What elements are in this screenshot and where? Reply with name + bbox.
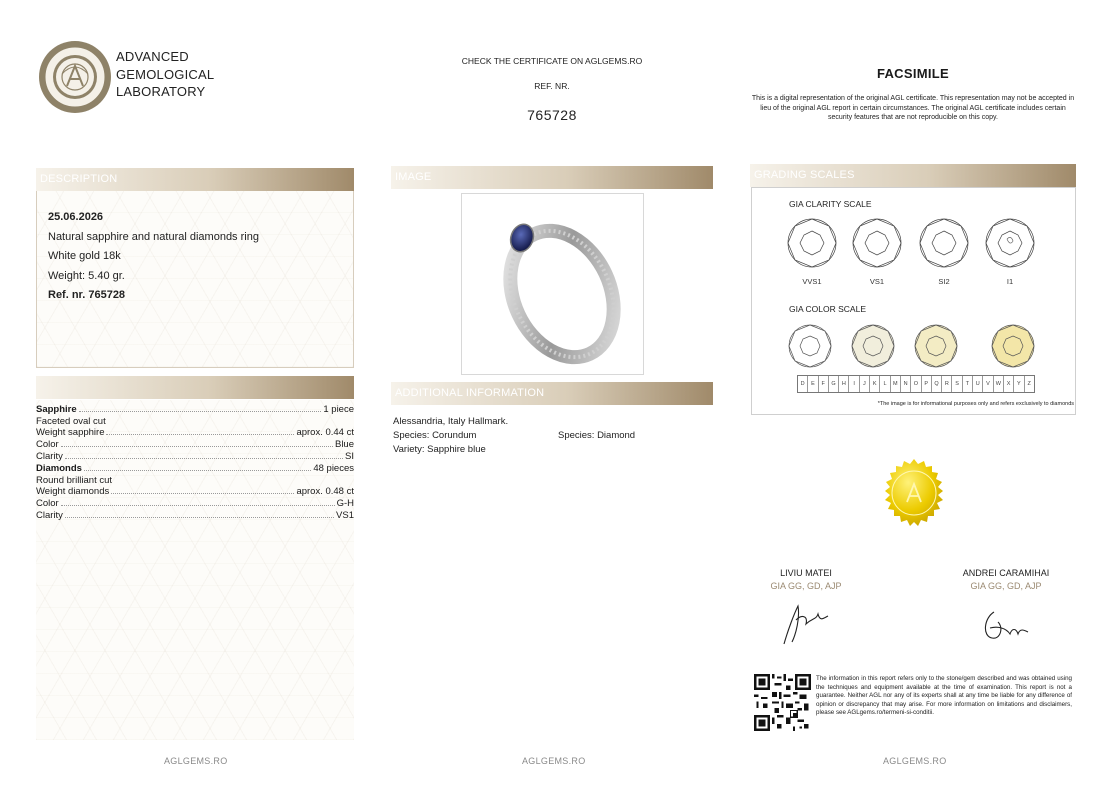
additional-info-header: ADDITIONAL INFORMATION	[391, 382, 713, 405]
dotted-leader	[65, 451, 343, 459]
color-grade-letter: G	[829, 376, 839, 392]
dotted-leader	[61, 439, 333, 447]
lab-name-line-3: LABORATORY	[116, 84, 206, 99]
dotted-leader	[61, 498, 335, 506]
color-grade-letter: F	[819, 376, 829, 392]
stone-row	[36, 510, 354, 522]
stone-row-value: 1 piece	[323, 404, 354, 415]
stone-row-label: Weight sapphire	[36, 427, 105, 439]
lab-name-line-1: ADVANCED	[116, 49, 189, 64]
stone-row-label: Weight diamonds	[36, 486, 110, 498]
stone-row-value: aprox. 0.44 ct	[296, 427, 354, 439]
facsimile-title: FACSIMILE	[876, 66, 950, 81]
stone-row-label: Faceted oval cut	[36, 415, 106, 427]
color-grade-letter: W	[994, 376, 1004, 392]
qr-code-icon	[754, 674, 811, 731]
stone-details-table	[36, 404, 354, 522]
signature-1-name: LIVIU MATEI	[780, 568, 832, 578]
stone-row-label: Sapphire	[36, 404, 77, 415]
stone-row	[36, 463, 354, 475]
signature-2-name: ANDREI CARAMIHAI	[962, 568, 1050, 578]
footer-link-3[interactable]: AGLGEMS.RO	[883, 756, 947, 766]
color-diamond-colorless	[789, 325, 831, 367]
color-grade-letter: X	[1004, 376, 1014, 392]
grading-note: *The image is for informational purposes only and refers exclusively to diamonds	[877, 401, 1074, 407]
color-grade-letter: Z	[1027, 381, 1031, 387]
ref-number-value: 765728	[527, 107, 577, 123]
dotted-leader	[111, 486, 294, 494]
stone-row-value: VS1	[336, 509, 354, 521]
hallmark-text: Alessandria, Italy Hallmark.	[393, 416, 509, 427]
lab-name	[116, 48, 214, 101]
color-grade-letter: T	[963, 376, 973, 392]
clarity-diamonds	[787, 218, 1037, 270]
stone-row-label: Round brilliant cut	[36, 474, 113, 486]
clarity-label-si2: SI2	[938, 277, 950, 286]
stone-row	[36, 451, 354, 463]
color-grade-letter: I	[849, 376, 859, 392]
stone-row-label: Clarity	[36, 509, 63, 521]
grading-scales-header: GRADING SCALES	[750, 164, 1076, 187]
color-diamond-faint	[915, 325, 957, 367]
color-grade-letter: H	[839, 376, 849, 392]
ring-image	[461, 193, 644, 375]
dotted-leader	[65, 510, 334, 518]
color-diamond-light	[992, 325, 1034, 367]
check-certificate-text: CHECK THE CERTIFICATE ON AGLGEMS.RO	[461, 56, 643, 66]
stone-row-value: SI	[345, 450, 354, 462]
description-ref: Ref. nr. 765728	[48, 289, 126, 301]
color-grade-letter: K	[870, 376, 880, 392]
color-grade-letter: U	[973, 376, 983, 392]
disclaimer-text: The information in this report refers only to the stone/gem described and was obtained using the techniques and equipment available at the time of examination. This report is not a guarantee. Neither AGL nor any of its experts shall at any time be liable for any difference of opinion or discrepancy that may arise. For more information on limitations and disclaimers, please see AGLgems.ro/termeni-si-conditii.	[816, 675, 1072, 716]
clarity-diamond-vvs	[788, 219, 836, 267]
color-grade-letter: P	[922, 376, 932, 392]
color-grade-letter: S	[952, 376, 962, 392]
stone-row	[36, 416, 354, 428]
stone-row	[36, 498, 354, 510]
variety-text: Variety: Sapphire blue	[393, 444, 486, 455]
ref-number-label: REF. NR.	[534, 81, 570, 91]
color-grade-letter: J	[860, 376, 870, 392]
color-grade-letter: D	[798, 376, 808, 392]
color-grade-letter: N	[901, 376, 911, 392]
description-item: Natural sapphire and natural diamonds ring	[48, 230, 259, 243]
signature-1-title: GIA GG, GD, AJP	[770, 581, 842, 591]
additional-info-content	[393, 415, 508, 457]
signature-2-scribble	[978, 606, 1034, 646]
color-grade-letter: R	[942, 376, 952, 392]
clarity-label-i1: I1	[1006, 277, 1014, 286]
stone-row	[36, 439, 354, 451]
stone-row-label: Color	[36, 497, 59, 509]
color-grade-letter: Y	[1014, 376, 1024, 392]
description-header: DESCRIPTION	[36, 168, 354, 191]
lab-seal-logo	[38, 40, 112, 114]
lab-name-line-2: GEMOLOGICAL	[116, 66, 215, 82]
description-metal: White gold 18k	[48, 250, 121, 262]
color-diamonds	[787, 323, 1037, 369]
clarity-diamond-i	[986, 219, 1034, 267]
dotted-leader	[79, 404, 322, 412]
species-corundum: Species: Corundum	[393, 430, 477, 441]
signature-1-scribble	[778, 600, 834, 648]
color-grade-letter: L	[880, 376, 890, 392]
stone-row-value: G-H	[336, 497, 354, 509]
description-content	[48, 208, 259, 306]
color-grade-letter: O	[911, 376, 921, 392]
stone-row-value: Blue	[334, 439, 354, 451]
dotted-leader	[106, 427, 294, 435]
color-scale-title: GIA COLOR SCALE	[789, 304, 866, 314]
color-grade-letter: Q	[932, 376, 942, 392]
stone-row-label: Clarity	[36, 450, 63, 462]
clarity-scale-title: GIA CLARITY SCALE	[789, 199, 872, 209]
clarity-diamond-vs	[853, 219, 901, 267]
clarity-label-vs1: VS1	[869, 277, 885, 286]
stone-row-label: Diamonds	[36, 462, 82, 474]
stone-row-value: aprox. 0.48 ct	[296, 486, 354, 498]
description-date: 25.06.2026	[48, 211, 104, 223]
description-weight: Weight: 5.40 gr.	[48, 269, 125, 282]
ring-illustration	[462, 194, 643, 374]
color-diamond-near-colorless	[852, 325, 894, 367]
footer-link-2[interactable]: AGLGEMS.RO	[522, 756, 586, 766]
color-grade-letter: V	[983, 376, 993, 392]
stone-row-label: Color	[36, 439, 59, 451]
stone-row	[36, 475, 354, 487]
color-scale-bar	[797, 375, 1035, 393]
stone-row	[36, 427, 354, 439]
species-diamond: Species: Diamond	[558, 430, 636, 441]
stone-details-header	[36, 376, 354, 399]
stone-row	[36, 404, 354, 416]
signature-2-title: GIA GG, GD, AJP	[970, 581, 1042, 591]
color-grade-letter: E	[808, 376, 818, 392]
color-grade-letter: M	[891, 376, 901, 392]
facsimile-notice: This is a digital representation of the original AGL certificate. This representation may not be accepted in lieu of the original AGL report in certain circumstances. The original AGL certificate includes certain security features that are not reproducible on this copy.	[751, 95, 1075, 121]
gold-seal-icon	[876, 458, 952, 534]
stone-row	[36, 486, 354, 498]
footer-link-1[interactable]: AGLGEMS.RO	[164, 756, 228, 766]
clarity-label-vvs1: VVS1	[802, 277, 822, 286]
clarity-diamond-si	[920, 219, 968, 267]
stone-row-value: 48 pieces	[313, 462, 354, 474]
dotted-leader	[84, 463, 311, 471]
image-header: IMAGE	[391, 166, 713, 189]
